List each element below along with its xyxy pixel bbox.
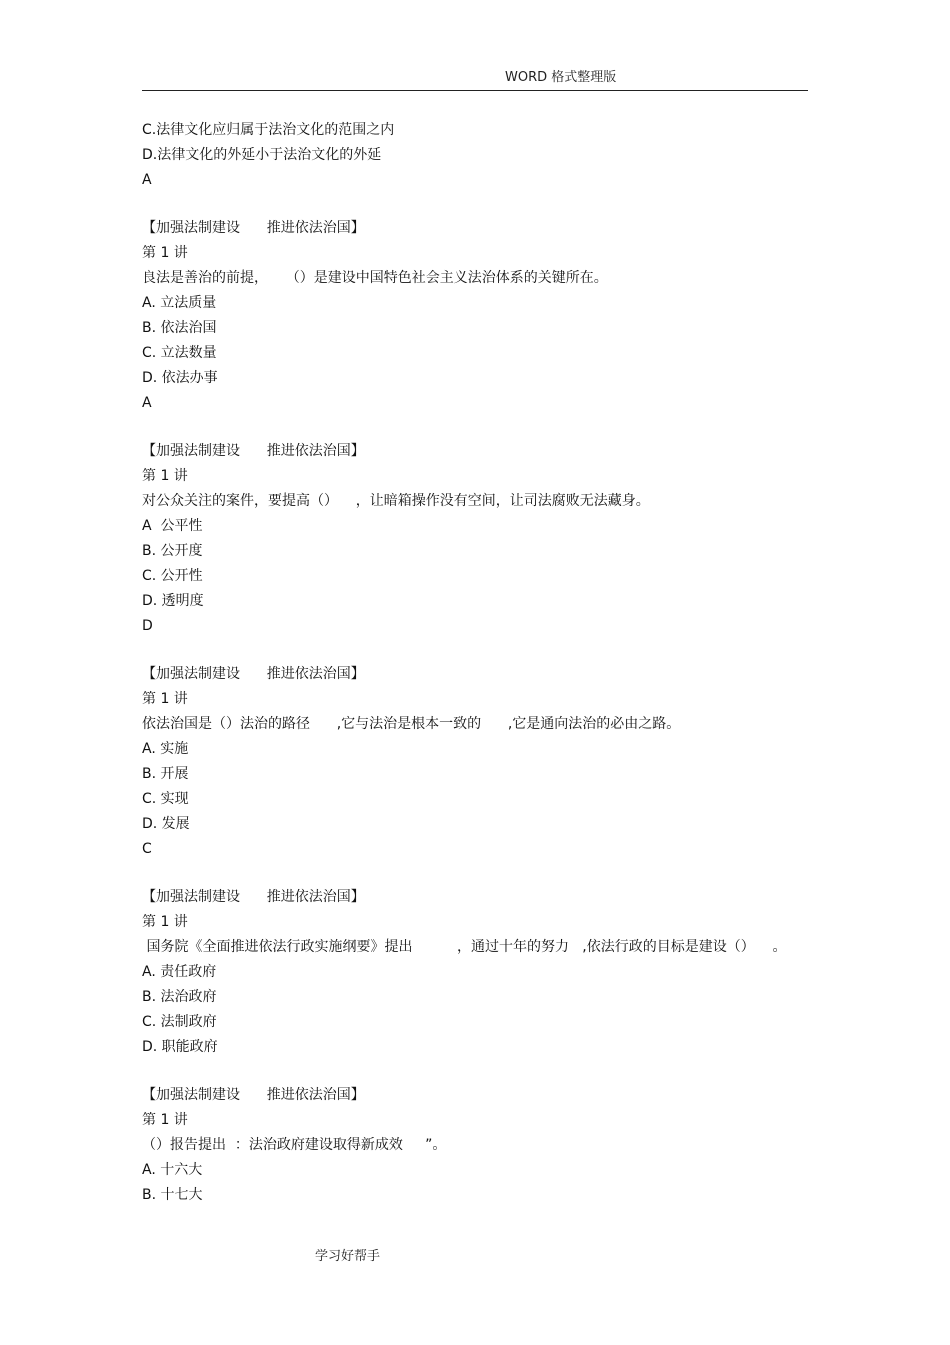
option-line: A. 责任政府 bbox=[142, 964, 217, 980]
question-block bbox=[142, 885, 822, 1060]
option-line: C. 立法数量 bbox=[142, 345, 217, 361]
lecture-label: 第 1 讲 bbox=[142, 691, 188, 707]
header-text: WORD 格式整理版 bbox=[505, 70, 617, 85]
lecture-label: 第 1 讲 bbox=[142, 914, 188, 930]
question-block bbox=[142, 216, 822, 416]
option-line: A. 实施 bbox=[142, 741, 189, 757]
section-title: 【加强法制建设 推进依法治国】 bbox=[142, 1087, 365, 1103]
page-header bbox=[142, 62, 808, 91]
option-line: D.法律文化的外延小于法治文化的外延 bbox=[142, 147, 382, 163]
option-line: D. 透明度 bbox=[142, 593, 204, 609]
option-line: B. 依法治国 bbox=[142, 320, 217, 336]
document-body bbox=[142, 118, 822, 1208]
page-footer: 学习好帮手 bbox=[315, 1249, 381, 1264]
question-stem: 对公众关注的案件，要提高（） ，让暗箱操作没有空间，让司法腐败无法藏身。 bbox=[142, 493, 650, 509]
lecture-label: 第 1 讲 bbox=[142, 245, 188, 261]
option-line: C. 实现 bbox=[142, 791, 189, 807]
option-line: B. 公开度 bbox=[142, 543, 203, 559]
option-line: B. 十七大 bbox=[142, 1187, 203, 1203]
question-stem: 良法是善治的前提， （）是建设中国特色社会主义法治体系的关键所在。 bbox=[142, 270, 608, 286]
option-line: B. 法治政府 bbox=[142, 989, 217, 1005]
question-block bbox=[142, 662, 822, 862]
answer-line: A bbox=[142, 395, 152, 411]
option-line: C.法律文化应归属于法治文化的范围之内 bbox=[142, 122, 395, 138]
section-title: 【加强法制建设 推进依法治国】 bbox=[142, 443, 365, 459]
answer-line: D bbox=[142, 618, 153, 634]
question-block bbox=[142, 1083, 822, 1208]
option-line: D. 依法办事 bbox=[142, 370, 218, 386]
option-line: C. 法制政府 bbox=[142, 1014, 217, 1030]
question-stem: 依法治国是（）法治的路径 ,它与法治是根本一致的 ,它是通向法治的必由之路。 bbox=[142, 716, 681, 732]
section-title: 【加强法制建设 推进依法治国】 bbox=[142, 889, 365, 905]
intro-block bbox=[142, 118, 822, 193]
option-line: A 公平性 bbox=[142, 518, 203, 534]
question-stem: 国务院《全面推进依法行政实施纲要》提出 ，通过十年的努力 ,依法行政的目标是建设（） 。 bbox=[142, 939, 787, 955]
section-title: 【加强法制建设 推进依法治国】 bbox=[142, 220, 365, 236]
option-line: D. 职能政府 bbox=[142, 1039, 218, 1055]
answer-line: A bbox=[142, 172, 152, 188]
option-line: A. 立法质量 bbox=[142, 295, 217, 311]
lecture-label: 第 1 讲 bbox=[142, 468, 188, 484]
lecture-label: 第 1 讲 bbox=[142, 1112, 188, 1128]
section-title: 【加强法制建设 推进依法治国】 bbox=[142, 666, 365, 682]
answer-line: C bbox=[142, 841, 152, 857]
option-line: B. 开展 bbox=[142, 766, 189, 782]
option-line: A. 十六大 bbox=[142, 1162, 203, 1178]
question-block bbox=[142, 439, 822, 639]
question-stem: （）报告提出 ：法治政府建设取得新成效 ”。 bbox=[142, 1137, 447, 1153]
option-line: C. 公开性 bbox=[142, 568, 203, 584]
option-line: D. 发展 bbox=[142, 816, 190, 832]
